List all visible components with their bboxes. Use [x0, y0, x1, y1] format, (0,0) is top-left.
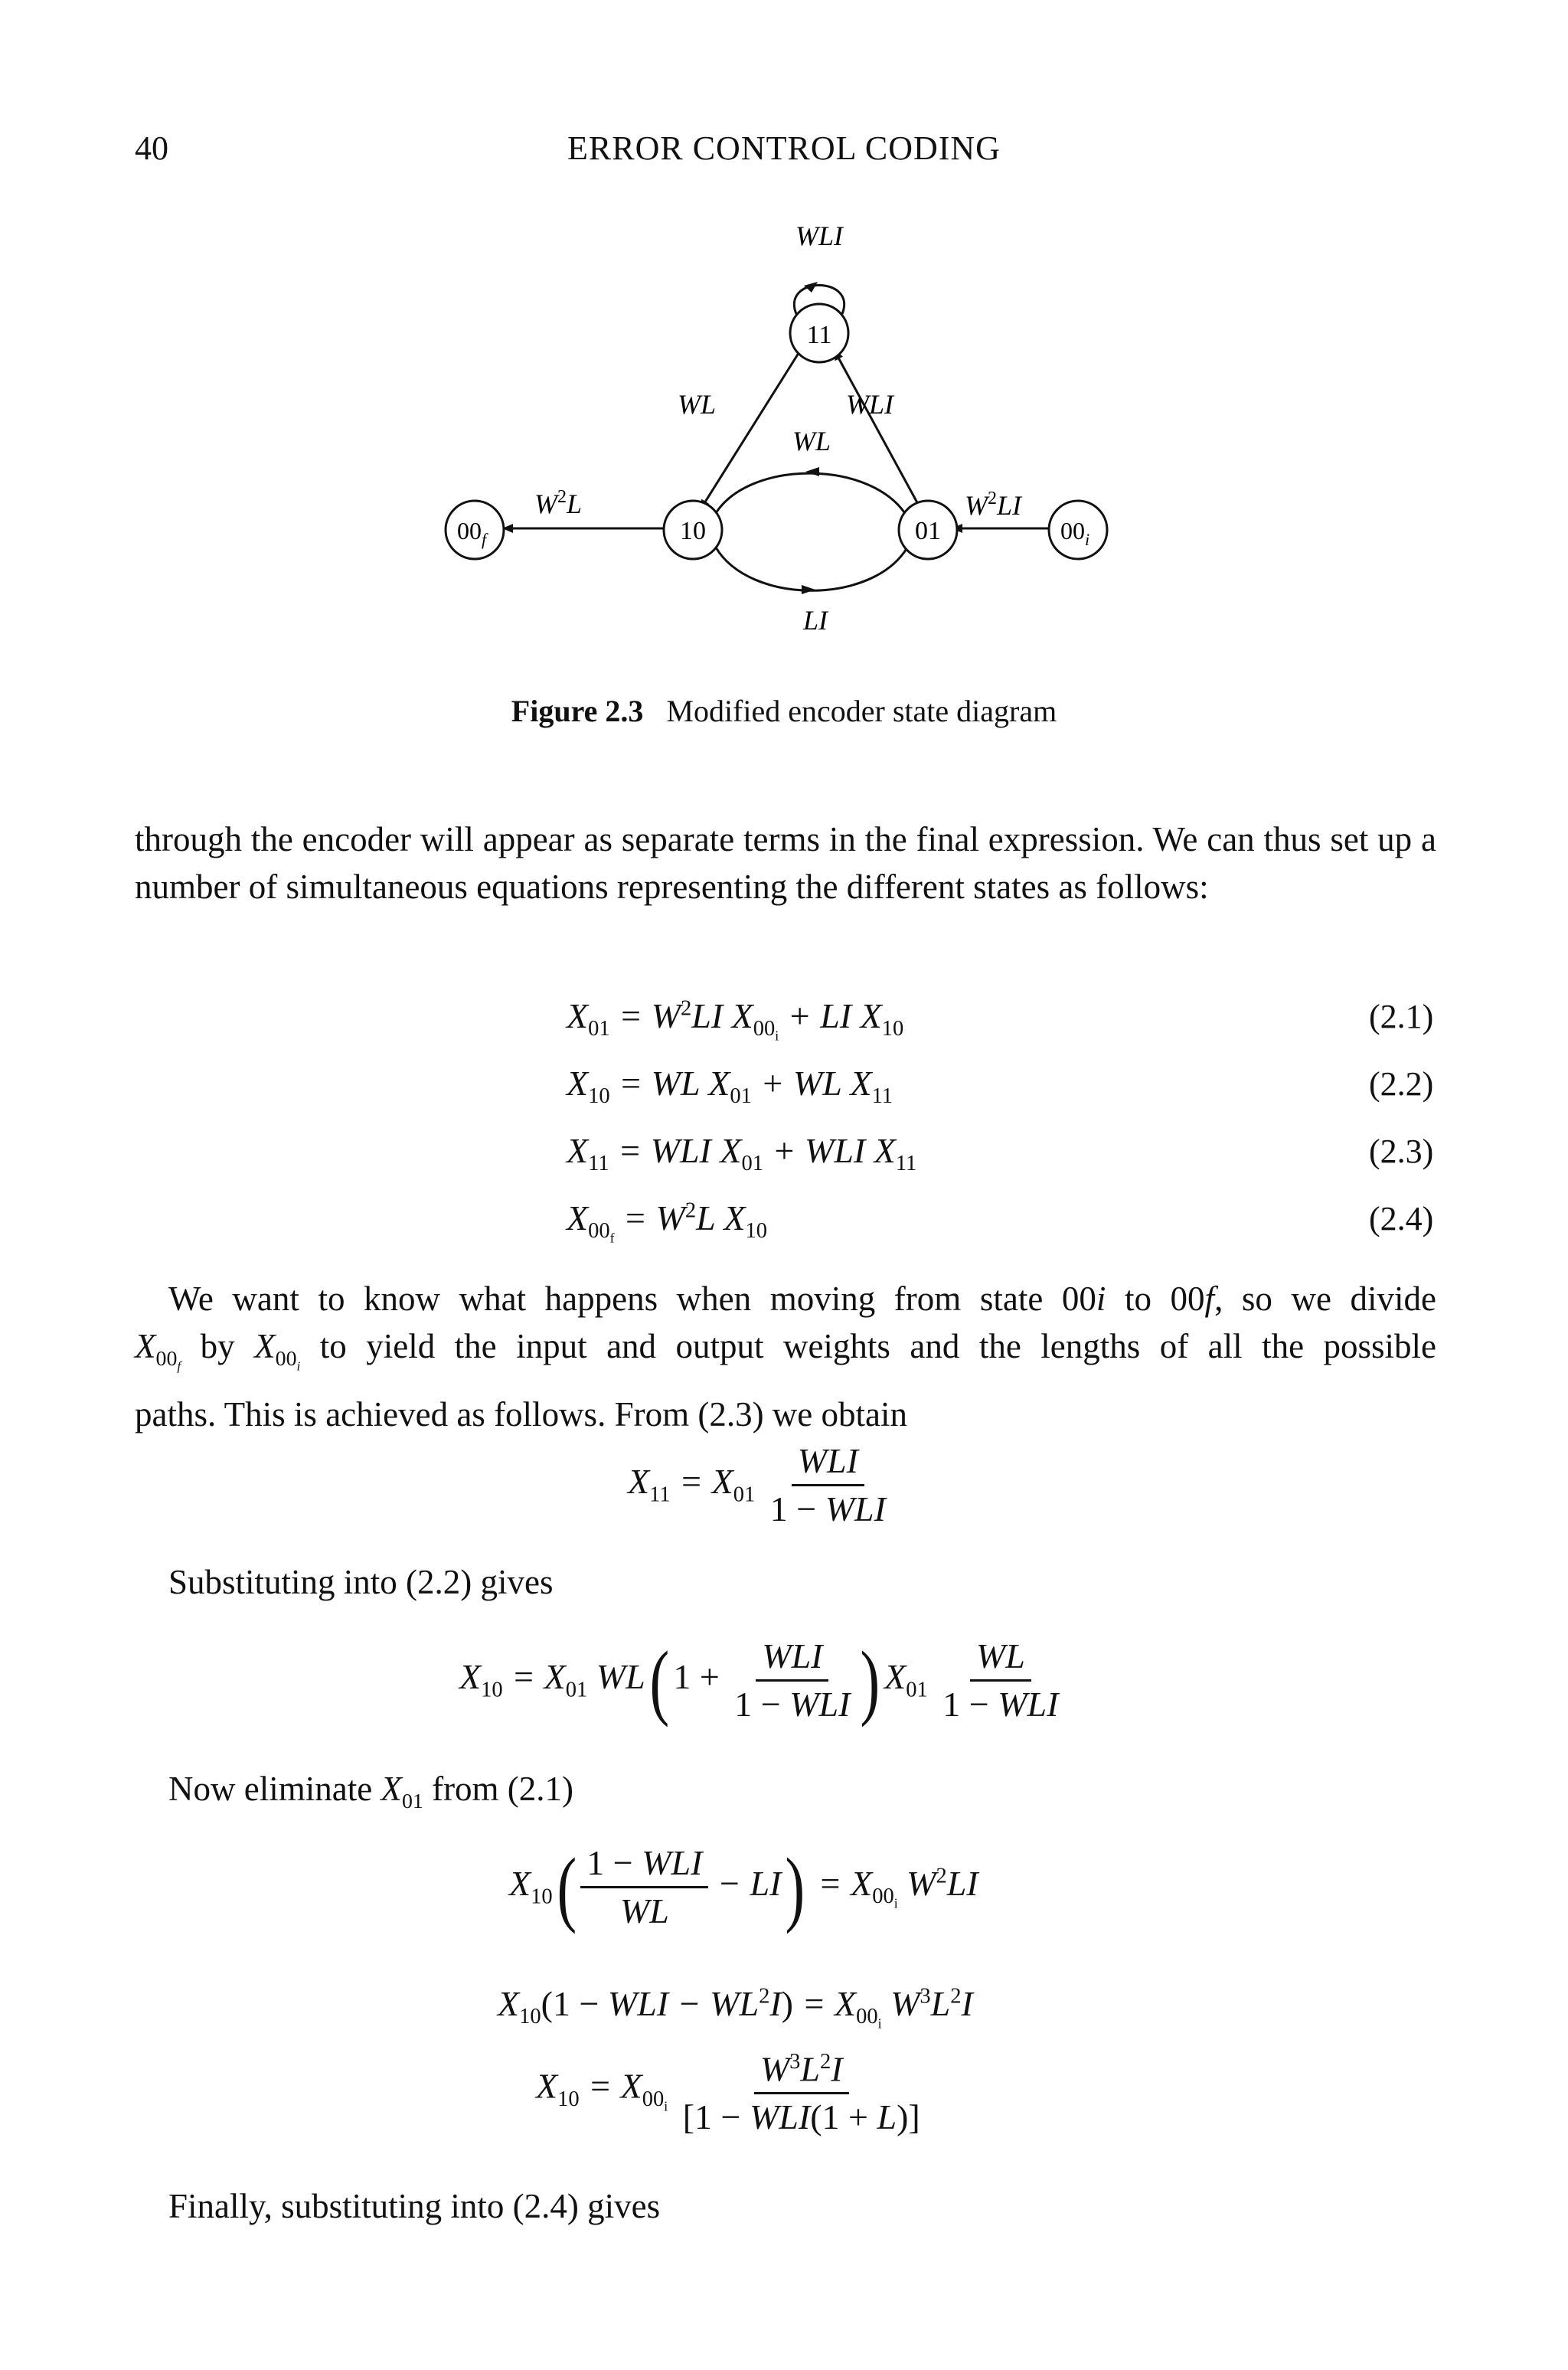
text-finally: Finally, substituting into (2.4) gives — [168, 2187, 661, 2225]
state-label-11: 11 — [806, 321, 832, 349]
state-label-01: 01 — [915, 517, 941, 545]
edge-10-to-01 — [716, 548, 907, 590]
equation-number-2-3: (2.3) — [1369, 1133, 1434, 1170]
equation-x10-final: $X_{10} = X_{00_i}$ $\frac{W^3L^2I}{\text{[1 − WLI(1 + L)]}}$ — [536, 2041, 926, 2139]
label-01-to-11: WLI — [846, 389, 893, 420]
paragraph-division: We want to know what happens when moving from state 00i to 00f, so we divide $X_{00_f}$ by $X_{00_i}$ to yield the input and output weights and the lengths of all the possible paths. This is achieved as follows. From (2.3) we obtain — [135, 1280, 1437, 1433]
equation-2-2: $X_{10}$ = WL $X_{01}$ + WL $X_{11}$ — [567, 1064, 893, 1109]
label-10-to-00f: $W^2L$ — [534, 487, 583, 519]
label-self-loop: WLI — [795, 221, 843, 251]
text-eliminate: Now eliminate $X_{01}$ from (2.1) — [168, 1770, 574, 1813]
figure-caption-text: Modified encoder state diagram — [666, 694, 1057, 728]
page-number: 40 — [135, 129, 168, 167]
paragraph-intro: through the encoder will appear as separate terms in the final expression. We can thus set up a number of simultaneous equations representing the different states as follows: — [135, 820, 1436, 906]
label-10-to-01: LI — [802, 605, 828, 636]
equation-2-1: $X_{01} = W^2LI$ $X_{00_i}$ + LI $X_{10}$ — [567, 996, 904, 1044]
edge-01-to-10 — [716, 473, 907, 517]
label-00i-to-01: $W^2LI$ — [965, 489, 1022, 521]
equation-number-2-2: (2.2) — [1369, 1065, 1434, 1103]
equation-x10-expanded: $X_{10} = X_{01}$ WL( 1 + $\frac{\text{WLI}}{\text{1 − WLI}}$ ) $X_{01}$ $\frac{WL}{\text{1 − WLI}}$ — [459, 1633, 1059, 1728]
running-title: ERROR CONTROL CODING — [567, 129, 1001, 167]
state-diagram — [413, 207, 1179, 666]
label-01-to-10: WL — [792, 426, 831, 456]
state-label-00f: $00_f$ — [456, 517, 487, 549]
equation-number-2-4: (2.4) — [1369, 1200, 1434, 1237]
label-11-to-10: WL — [677, 389, 716, 420]
edge-01-to-11 — [835, 351, 919, 505]
equation-x10-simplified: $X_{10}(1$ − WLI − $WL^2I) = X_{00_i}$ $W^3L^2I$ — [498, 1984, 973, 2032]
equation-2-4: $X_{00_f} = W^2L$ $X_{10}$ — [567, 1198, 768, 1246]
equation-2-3: $X_{11}$ = WLI $X_{01}$ + WLI $X_{11}$ — [567, 1131, 917, 1176]
equation-x10-eliminate: $X_{10}$( $\frac{\text{1 − WLI}}{WL}$ − $LI) = X_{00_i}$ $W^2LI$ — [509, 1840, 978, 1934]
state-label-00i: $00_i$ — [1060, 517, 1090, 549]
state-label-10: 10 — [680, 517, 706, 545]
figure-caption-label: Figure 2.3 — [511, 694, 644, 728]
equation-number-2-1: (2.1) — [1369, 998, 1434, 1035]
equation-x11-solved: $X_{11} = X_{01}$ $\frac{\text{WLI}}{\text{1 − WLI}}$ — [628, 1441, 886, 1528]
figure-caption — [0, 693, 1568, 729]
text-substituting: Substituting into (2.2) gives — [168, 1563, 554, 1601]
